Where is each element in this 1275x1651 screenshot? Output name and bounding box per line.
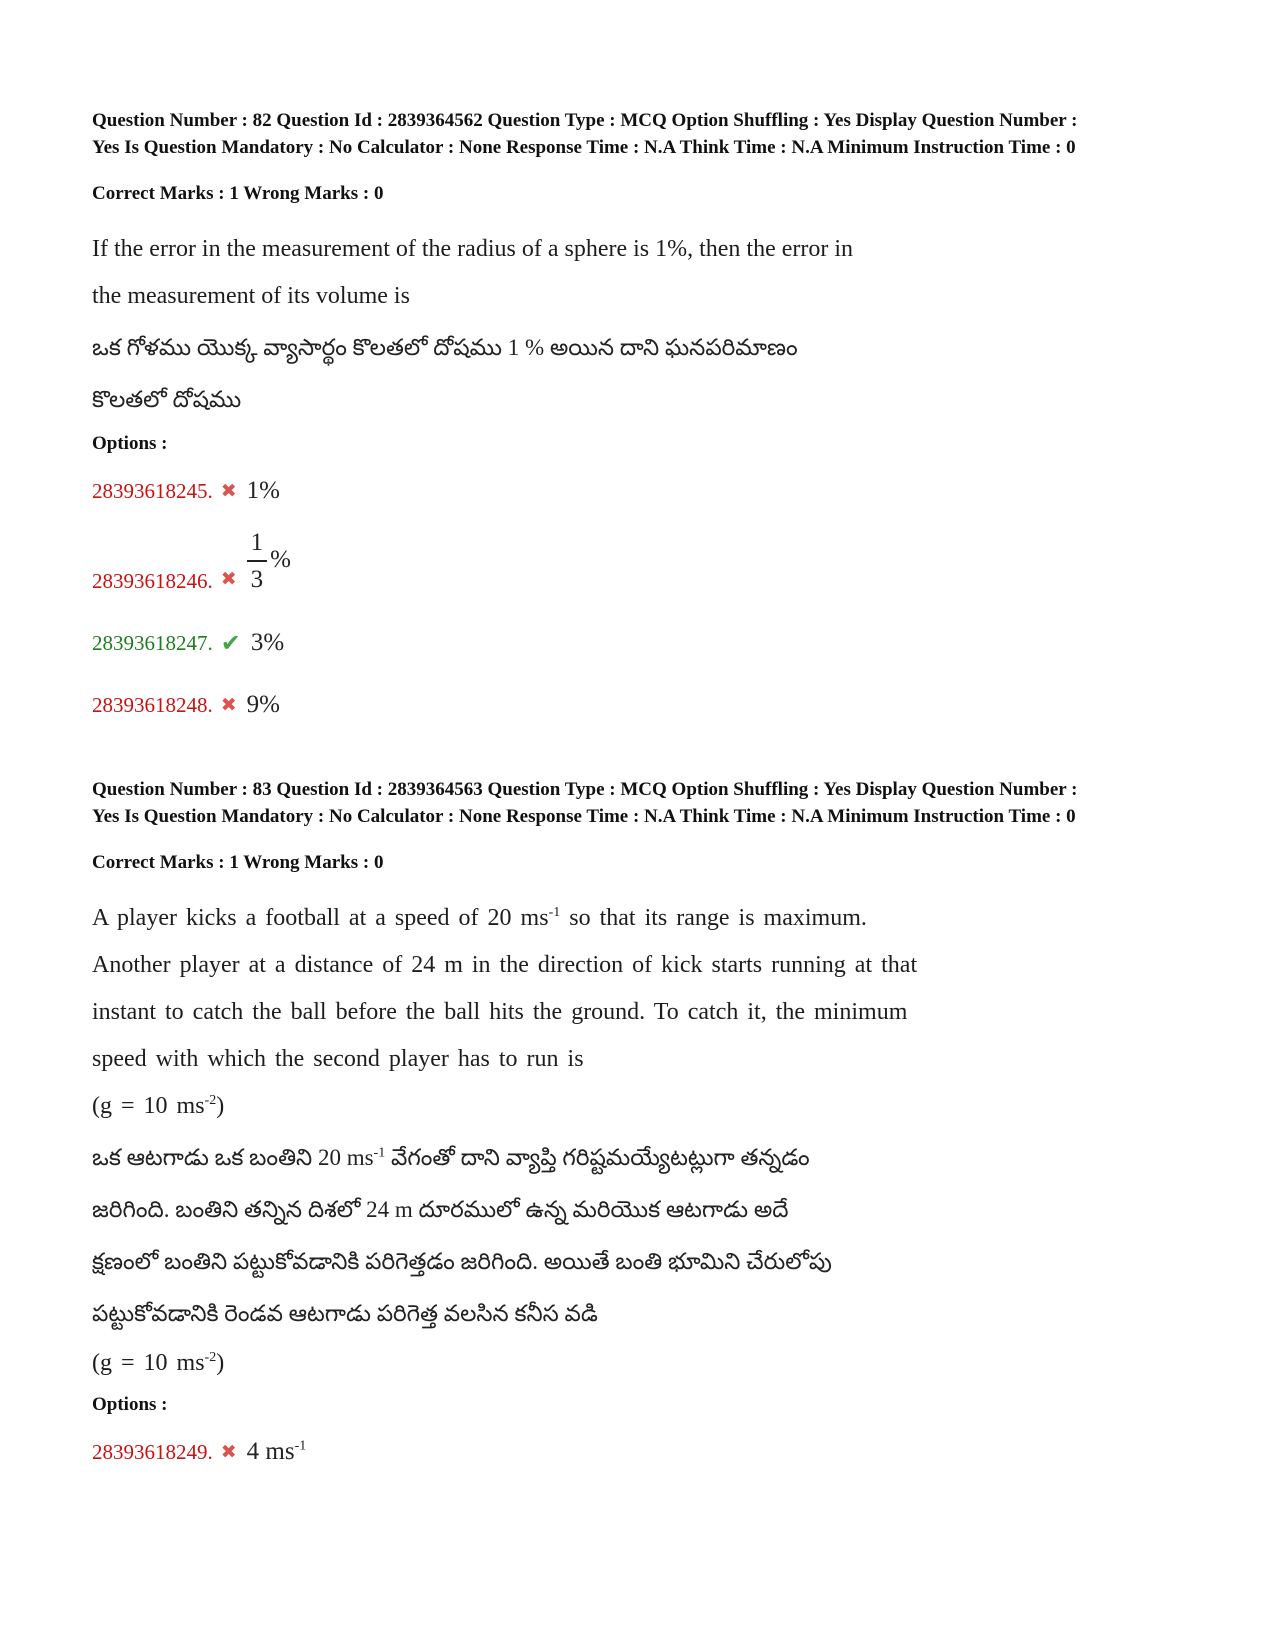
question-block-83 — [92, 776, 1185, 1467]
option-value: 4 $ms^{-1}$ — [246, 1438, 307, 1465]
option-value: 9% — [246, 691, 280, 718]
option-value: 3% — [250, 629, 285, 656]
wrong-icon: ✖ — [220, 1441, 237, 1463]
correct-icon: ✔ — [220, 629, 241, 657]
option-row — [92, 526, 1185, 596]
gravity-note-line: (g = 10 $ms^{-2}$) — [92, 1093, 225, 1119]
question-text-line: the measurement of its volume is — [92, 283, 410, 309]
question-text-english — [92, 226, 1185, 320]
question-text-line: పట్టుకోవడానికి రెండవ ఆటగాడు పరిగెత్త వలసిన కనీస వడి — [92, 1301, 598, 1326]
wrong-icon: ✖ — [220, 694, 237, 716]
superscript: -2 — [204, 1350, 217, 1365]
superscript: -2 — [204, 1093, 217, 1108]
question-meta: Question Number : 82 Question Id : 2839364562 Question Type : MCQ Option Shuffling : Yes Display Question Number : Yes Is Question Mandatory : No Calculator : None Response Time : N.A Think Time : N.A Minimum Instruction Time : 0 — [92, 110, 1078, 158]
fraction-numerator: 1 — [247, 526, 268, 562]
option-value: 1% — [246, 477, 280, 504]
superscript: -1 — [373, 1145, 386, 1161]
option-row — [92, 628, 1185, 658]
question-block-82 — [92, 107, 1185, 720]
question-text-line: ఒక ఆటగాడు ఒక బంతిని 20 $ms^{-1}$ వేగంతో దాని వ్యాప్తి గరిష్టమయ్యేటట్లుగా తన్నడం — [92, 1145, 810, 1170]
question-text-line: instant to catch the ball before the ball hits the ground. To catch it, the minimum — [92, 999, 908, 1025]
option-id: 28393618249. — [92, 1440, 213, 1464]
option-value — [247, 526, 291, 596]
options-label: Options : — [92, 1394, 168, 1415]
option-row — [92, 690, 1185, 720]
option-id: 28393618247. — [92, 631, 213, 655]
question-text-telugu — [92, 1132, 1185, 1387]
question-text-line: A player kicks a football at a speed of 20 $ms^{-1}$ so that its range is maximum. — [92, 905, 867, 931]
fraction-denominator: 3 — [250, 566, 264, 593]
superscript: -1 — [294, 1438, 307, 1454]
question-meta: Question Number : 83 Question Id : 2839364563 Question Type : MCQ Option Shuffling : Yes Display Question Number : Yes Is Question Mandatory : No Calculator : None Response Time : N.A Think Time : N.A Minimum Instruction Time : 0 — [92, 779, 1078, 827]
percent-suffix: % — [270, 546, 291, 573]
option-row — [92, 476, 1185, 506]
fraction — [247, 526, 268, 596]
wrong-icon: ✖ — [220, 568, 237, 590]
options-label: Options : — [92, 433, 168, 454]
superscript: -1 — [548, 905, 561, 920]
option-id: 28393618246. — [92, 569, 213, 593]
option-id: 28393618248. — [92, 693, 213, 717]
question-text-line: ఒక గోళము యొక్క వ్యాసార్థం కొలతలో దోషము 1 % అయిన దాని ఘనపరిమాణం — [92, 335, 798, 360]
question-text-line: కొలతలో దోషము — [92, 387, 242, 412]
question-text-telugu — [92, 322, 1185, 426]
marks-line: Correct Marks : 1 Wrong Marks : 0 — [92, 183, 384, 204]
option-id: 28393618245. — [92, 479, 213, 503]
wrong-icon: ✖ — [220, 480, 237, 502]
gravity-note-line: (g = 10 $ms^{-2}$) — [92, 1350, 225, 1376]
question-text-line: If the error in the measurement of the radius of a sphere is 1%, then the error in — [92, 236, 854, 262]
question-text-line: speed with which the second player has to run is — [92, 1046, 584, 1072]
marks-line: Correct Marks : 1 Wrong Marks : 0 — [92, 852, 384, 873]
question-text-line: Another player at a distance of 24 m in the direction of kick starts running at that — [92, 952, 918, 978]
question-text-english — [92, 895, 1185, 1130]
option-row — [92, 1437, 1185, 1467]
question-text-line: క్షణంలో బంతిని పట్టుకోవడానికి పరిగెత్తడం జరిగింది. అయితే బంతి భూమిని చేరులోపు — [92, 1249, 832, 1274]
question-text-line: జరిగింది. బంతిని తన్నిన దిశలో 24 m దూరములో ఉన్న మరియొక ఆటగాడు అదే — [92, 1197, 789, 1222]
